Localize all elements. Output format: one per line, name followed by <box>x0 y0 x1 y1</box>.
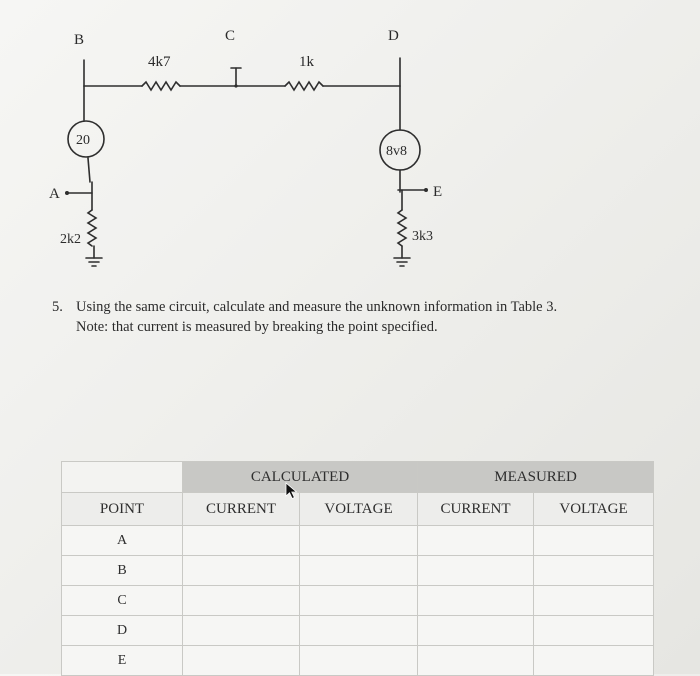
meas-voltage-cell[interactable] <box>534 526 654 556</box>
header-corner-cell <box>62 462 183 493</box>
calc-voltage-header: VOLTAGE <box>300 493 418 526</box>
meas-current-cell[interactable] <box>418 556 534 586</box>
meas-voltage-cell[interactable] <box>534 646 654 676</box>
resistor-top-left-zigzag <box>142 82 180 90</box>
table-row <box>62 586 654 616</box>
node-label-e: E <box>433 184 443 200</box>
question-text <box>52 297 672 337</box>
node-label-c: C <box>225 28 236 44</box>
point-cell: D <box>62 616 183 646</box>
calc-current-cell[interactable] <box>183 526 300 556</box>
table-row <box>62 526 654 556</box>
group-header-row <box>62 462 654 493</box>
meas-current-cell[interactable] <box>418 526 534 556</box>
measured-header: MEASURED <box>418 462 654 493</box>
column-header-row <box>62 493 654 526</box>
resistor-bottom-left-label: 2k2 <box>60 232 81 247</box>
point-cell: C <box>62 586 183 616</box>
point-cell: B <box>62 556 183 586</box>
wire-left-source-to-a <box>88 158 90 182</box>
resistor-bottom-right-zigzag <box>398 210 406 246</box>
question-number: 5. <box>52 299 63 315</box>
calc-voltage-cell[interactable] <box>300 526 418 556</box>
meas-voltage-cell[interactable] <box>534 616 654 646</box>
resistor-bottom-right-label: 3k3 <box>412 229 433 244</box>
node-a-dot <box>65 191 69 195</box>
calc-current-header: CURRENT <box>183 493 300 526</box>
calc-current-cell[interactable] <box>183 556 300 586</box>
meas-voltage-cell[interactable] <box>534 556 654 586</box>
calc-voltage-cell[interactable] <box>300 586 418 616</box>
resistor-top-right-zigzag <box>285 82 323 90</box>
node-e-dot <box>424 188 428 192</box>
meas-current-cell[interactable] <box>418 586 534 616</box>
point-cell: E <box>62 646 183 676</box>
meas-voltage-header: VOLTAGE <box>534 493 654 526</box>
point-cell: A <box>62 526 183 556</box>
node-label-a: A <box>49 186 60 202</box>
table-row <box>62 646 654 676</box>
question-line1: Using the same circuit, calculate and measure the unknown information in Table 3. <box>76 299 558 315</box>
calc-voltage-cell[interactable] <box>300 646 418 676</box>
calculated-header: CALCULATED <box>183 462 418 493</box>
node-label-b: B <box>74 32 85 48</box>
resistor-bottom-left-zigzag <box>88 210 96 246</box>
meas-voltage-cell[interactable] <box>534 586 654 616</box>
calc-voltage-cell[interactable] <box>300 616 418 646</box>
calc-current-cell[interactable] <box>183 646 300 676</box>
node-c-dot <box>234 84 237 87</box>
meas-current-header: CURRENT <box>418 493 534 526</box>
source-left-label: 20 <box>76 133 90 148</box>
resistor-top-left-label: 4k7 <box>148 54 171 70</box>
resistor-top-right-label: 1k <box>299 54 314 70</box>
source-right-label: 8v8 <box>386 144 407 159</box>
table-row <box>62 556 654 586</box>
node-label-d: D <box>388 28 399 44</box>
circuit-diagram <box>0 0 700 290</box>
point-column-header: POINT <box>62 493 183 526</box>
calc-current-cell[interactable] <box>183 586 300 616</box>
meas-current-cell[interactable] <box>418 616 534 646</box>
results-table <box>61 461 654 676</box>
question-line2: Note: that current is measured by breaking the point specified. <box>76 319 438 335</box>
calc-voltage-cell[interactable] <box>300 556 418 586</box>
meas-current-cell[interactable] <box>418 646 534 676</box>
mouse-cursor-icon <box>285 482 299 500</box>
table-row <box>62 616 654 646</box>
calc-current-cell[interactable] <box>183 616 300 646</box>
